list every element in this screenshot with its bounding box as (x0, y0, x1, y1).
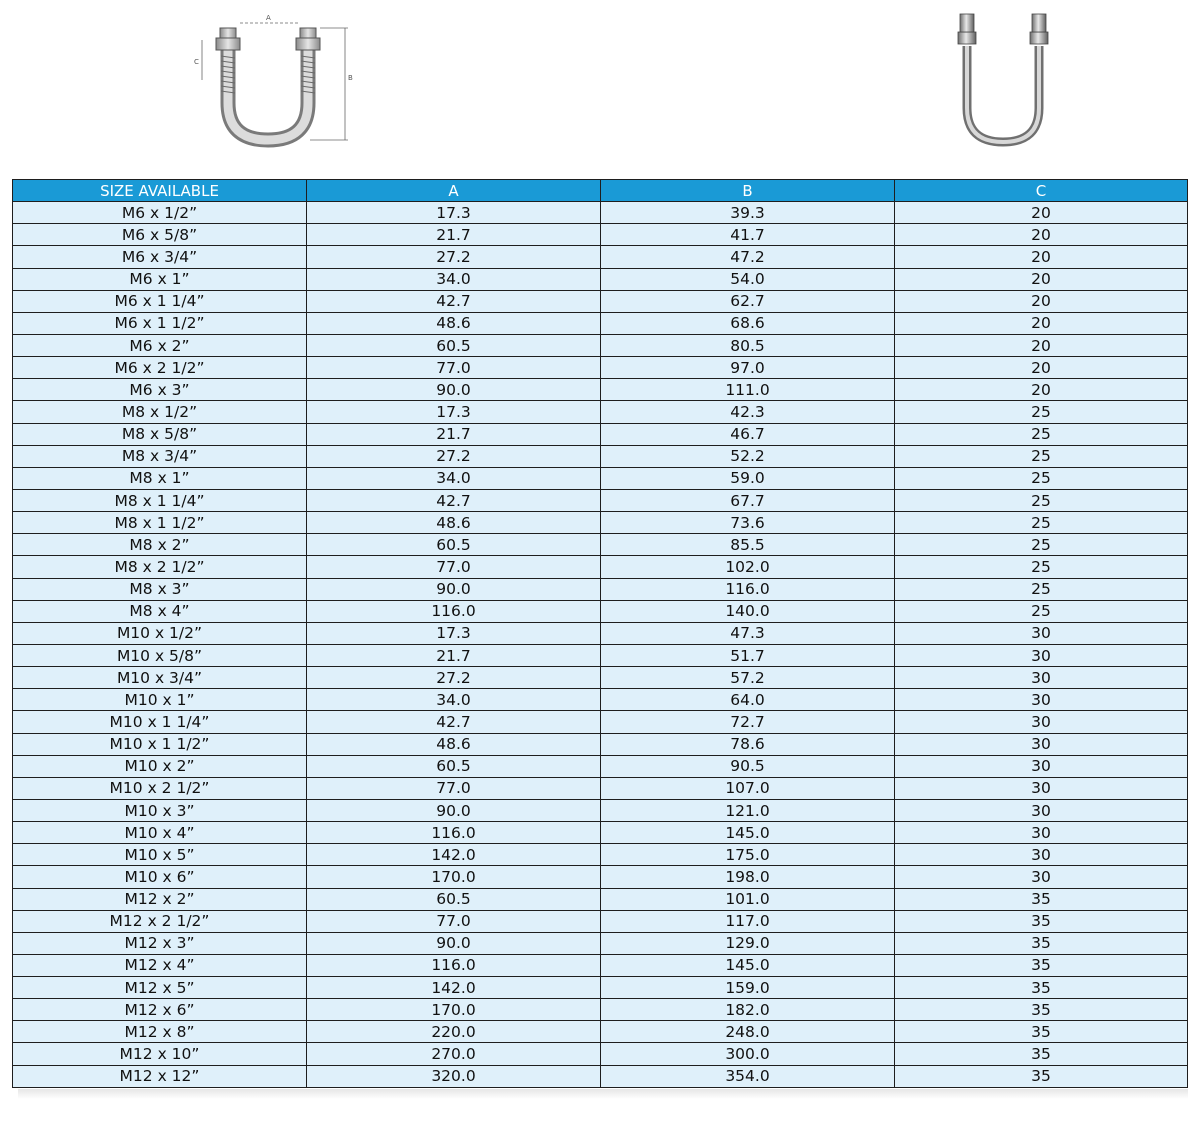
cell-size: M12 x 5” (13, 977, 307, 999)
cell-b: 39.3 (601, 202, 895, 224)
cell-b: 121.0 (601, 799, 895, 821)
cell-b: 145.0 (601, 822, 895, 844)
cell-b: 52.2 (601, 445, 895, 467)
cell-c: 20 (895, 379, 1188, 401)
cell-a: 77.0 (307, 910, 601, 932)
cell-a: 60.5 (307, 534, 601, 556)
cell-c: 20 (895, 357, 1188, 379)
cell-a: 270.0 (307, 1043, 601, 1065)
cell-b: 107.0 (601, 777, 895, 799)
cell-c: 30 (895, 711, 1188, 733)
cell-a: 42.7 (307, 290, 601, 312)
cell-b: 140.0 (601, 600, 895, 622)
table-row (13, 799, 1188, 821)
table-row (13, 1043, 1188, 1065)
cell-size: M8 x 1” (13, 467, 307, 489)
table-row (13, 312, 1188, 334)
cell-c: 25 (895, 401, 1188, 423)
cell-size: M10 x 2 1/2” (13, 777, 307, 799)
cell-a: 42.7 (307, 711, 601, 733)
cell-a: 27.2 (307, 445, 601, 467)
cell-b: 90.5 (601, 755, 895, 777)
cell-size: M12 x 10” (13, 1043, 307, 1065)
cell-size: M8 x 3/4” (13, 445, 307, 467)
cell-b: 97.0 (601, 357, 895, 379)
cell-a: 21.7 (307, 644, 601, 666)
table-row (13, 999, 1188, 1021)
cell-size: M12 x 6” (13, 999, 307, 1021)
table-row (13, 711, 1188, 733)
cell-c: 35 (895, 1021, 1188, 1043)
cell-c: 25 (895, 556, 1188, 578)
cell-size: M8 x 3” (13, 578, 307, 600)
cell-size: M10 x 5/8” (13, 644, 307, 666)
table-row (13, 755, 1188, 777)
table-row (13, 357, 1188, 379)
cell-b: 54.0 (601, 268, 895, 290)
cell-size: M8 x 2 1/2” (13, 556, 307, 578)
cell-b: 47.2 (601, 246, 895, 268)
header-c: C (895, 180, 1188, 202)
dimension-label-c: C (194, 58, 199, 66)
cell-a: 142.0 (307, 844, 601, 866)
table-header-row (13, 180, 1188, 202)
cell-size: M6 x 2” (13, 334, 307, 356)
cell-a: 90.0 (307, 578, 601, 600)
cell-c: 30 (895, 733, 1188, 755)
cell-a: 48.6 (307, 312, 601, 334)
table-row (13, 600, 1188, 622)
cell-a: 27.2 (307, 667, 601, 689)
cell-a: 142.0 (307, 977, 601, 999)
cell-size: M6 x 1” (13, 268, 307, 290)
cell-b: 46.7 (601, 423, 895, 445)
cell-b: 64.0 (601, 689, 895, 711)
cell-c: 20 (895, 268, 1188, 290)
cell-size: M12 x 3” (13, 932, 307, 954)
cell-a: 220.0 (307, 1021, 601, 1043)
cell-a: 90.0 (307, 932, 601, 954)
cell-c: 35 (895, 932, 1188, 954)
table-row (13, 379, 1188, 401)
cell-c: 25 (895, 600, 1188, 622)
cell-a: 90.0 (307, 799, 601, 821)
cell-b: 62.7 (601, 290, 895, 312)
table-row (13, 290, 1188, 312)
cell-a: 116.0 (307, 600, 601, 622)
cell-a: 60.5 (307, 888, 601, 910)
cell-a: 17.3 (307, 401, 601, 423)
cell-a: 320.0 (307, 1065, 601, 1087)
cell-c: 20 (895, 290, 1188, 312)
table-row (13, 910, 1188, 932)
u-bolt-dimension-drawing (190, 8, 360, 156)
cell-a: 27.2 (307, 246, 601, 268)
header-a: A (307, 180, 601, 202)
cell-size: M6 x 1 1/4” (13, 290, 307, 312)
cell-a: 77.0 (307, 357, 601, 379)
cell-b: 198.0 (601, 866, 895, 888)
cell-b: 72.7 (601, 711, 895, 733)
cell-size: M12 x 12” (13, 1065, 307, 1087)
table-row (13, 401, 1188, 423)
cell-a: 48.6 (307, 733, 601, 755)
table-row (13, 667, 1188, 689)
cell-size: M6 x 2 1/2” (13, 357, 307, 379)
cell-b: 175.0 (601, 844, 895, 866)
table-row (13, 932, 1188, 954)
cell-c: 25 (895, 489, 1188, 511)
cell-a: 42.7 (307, 489, 601, 511)
cell-b: 85.5 (601, 534, 895, 556)
cell-c: 20 (895, 224, 1188, 246)
u-bolt-size-table (12, 179, 1188, 1088)
table-row (13, 445, 1188, 467)
table-row (13, 844, 1188, 866)
cell-size: M6 x 1/2” (13, 202, 307, 224)
table-body (13, 202, 1188, 1088)
cell-a: 60.5 (307, 334, 601, 356)
cell-b: 111.0 (601, 379, 895, 401)
table-row (13, 224, 1188, 246)
cell-b: 300.0 (601, 1043, 895, 1065)
cell-b: 42.3 (601, 401, 895, 423)
table-row (13, 644, 1188, 666)
cell-c: 35 (895, 954, 1188, 976)
cell-b: 248.0 (601, 1021, 895, 1043)
cell-c: 25 (895, 423, 1188, 445)
cell-a: 17.3 (307, 622, 601, 644)
cell-size: M6 x 5/8” (13, 224, 307, 246)
cell-b: 47.3 (601, 622, 895, 644)
u-bolt-photo (945, 8, 1065, 156)
cell-size: M10 x 3” (13, 799, 307, 821)
cell-b: 117.0 (601, 910, 895, 932)
cell-b: 159.0 (601, 977, 895, 999)
cell-size: M10 x 5” (13, 844, 307, 866)
table-row (13, 578, 1188, 600)
cell-c: 35 (895, 888, 1188, 910)
cell-c: 25 (895, 445, 1188, 467)
cell-a: 90.0 (307, 379, 601, 401)
cell-c: 25 (895, 578, 1188, 600)
table-row (13, 866, 1188, 888)
cell-size: M8 x 1/2” (13, 401, 307, 423)
cell-size: M10 x 1 1/4” (13, 711, 307, 733)
cell-b: 354.0 (601, 1065, 895, 1087)
cell-a: 17.3 (307, 202, 601, 224)
cell-size: M12 x 8” (13, 1021, 307, 1043)
table-row (13, 733, 1188, 755)
table-row (13, 888, 1188, 910)
table-row (13, 534, 1188, 556)
cell-b: 57.2 (601, 667, 895, 689)
cell-b: 73.6 (601, 512, 895, 534)
cell-c: 20 (895, 334, 1188, 356)
cell-b: 59.0 (601, 467, 895, 489)
cell-b: 68.6 (601, 312, 895, 334)
cell-b: 51.7 (601, 644, 895, 666)
cell-c: 30 (895, 644, 1188, 666)
cell-size: M10 x 1” (13, 689, 307, 711)
cell-a: 116.0 (307, 822, 601, 844)
cell-a: 21.7 (307, 224, 601, 246)
cell-c: 25 (895, 534, 1188, 556)
cell-size: M10 x 4” (13, 822, 307, 844)
cell-c: 30 (895, 822, 1188, 844)
cell-size: M12 x 4” (13, 954, 307, 976)
cell-c: 35 (895, 1043, 1188, 1065)
cell-size: M8 x 1 1/2” (13, 512, 307, 534)
table-row (13, 777, 1188, 799)
cell-c: 30 (895, 866, 1188, 888)
cell-c: 30 (895, 622, 1188, 644)
cell-size: M12 x 2” (13, 888, 307, 910)
cell-b: 116.0 (601, 578, 895, 600)
cell-b: 41.7 (601, 224, 895, 246)
cell-b: 102.0 (601, 556, 895, 578)
cell-c: 25 (895, 512, 1188, 534)
cell-c: 35 (895, 977, 1188, 999)
cell-c: 20 (895, 246, 1188, 268)
table-row (13, 977, 1188, 999)
cell-c: 30 (895, 667, 1188, 689)
table-row (13, 1065, 1188, 1087)
cell-b: 145.0 (601, 954, 895, 976)
table-row (13, 689, 1188, 711)
cell-a: 77.0 (307, 777, 601, 799)
cell-size: M10 x 6” (13, 866, 307, 888)
dimension-label-b: B (348, 74, 353, 82)
cell-size: M6 x 1 1/2” (13, 312, 307, 334)
cell-b: 101.0 (601, 888, 895, 910)
cell-a: 34.0 (307, 268, 601, 290)
cell-c: 35 (895, 999, 1188, 1021)
cell-a: 170.0 (307, 999, 601, 1021)
cell-size: M10 x 1/2” (13, 622, 307, 644)
cell-a: 170.0 (307, 866, 601, 888)
cell-a: 34.0 (307, 467, 601, 489)
header-size: SIZE AVAILABLE (13, 180, 307, 202)
table-row (13, 1021, 1188, 1043)
cell-c: 30 (895, 777, 1188, 799)
cell-size: M6 x 3” (13, 379, 307, 401)
table-row (13, 246, 1188, 268)
cell-c: 20 (895, 202, 1188, 224)
cell-b: 80.5 (601, 334, 895, 356)
cell-c: 30 (895, 799, 1188, 821)
table-row (13, 423, 1188, 445)
cell-c: 30 (895, 755, 1188, 777)
table-row (13, 202, 1188, 224)
cell-size: M10 x 1 1/2” (13, 733, 307, 755)
cell-size: M8 x 5/8” (13, 423, 307, 445)
cell-b: 129.0 (601, 932, 895, 954)
cell-b: 182.0 (601, 999, 895, 1021)
cell-a: 77.0 (307, 556, 601, 578)
cell-a: 34.0 (307, 689, 601, 711)
cell-a: 21.7 (307, 423, 601, 445)
cell-c: 30 (895, 844, 1188, 866)
table-row (13, 467, 1188, 489)
table-row (13, 822, 1188, 844)
dimension-label-a: A (266, 14, 271, 22)
cell-a: 60.5 (307, 755, 601, 777)
cell-size: M10 x 3/4” (13, 667, 307, 689)
table-row (13, 334, 1188, 356)
header-b: B (601, 180, 895, 202)
cell-c: 35 (895, 1065, 1188, 1087)
table-row (13, 622, 1188, 644)
cell-size: M8 x 1 1/4” (13, 489, 307, 511)
cell-size: M6 x 3/4” (13, 246, 307, 268)
cell-c: 20 (895, 312, 1188, 334)
cell-a: 116.0 (307, 954, 601, 976)
cell-size: M8 x 2” (13, 534, 307, 556)
cell-c: 30 (895, 689, 1188, 711)
table-row (13, 954, 1188, 976)
cell-a: 48.6 (307, 512, 601, 534)
cell-b: 78.6 (601, 733, 895, 755)
table-row (13, 268, 1188, 290)
table-row (13, 489, 1188, 511)
cell-size: M10 x 2” (13, 755, 307, 777)
table-row (13, 556, 1188, 578)
cell-c: 25 (895, 467, 1188, 489)
table-row (13, 512, 1188, 534)
cell-c: 35 (895, 910, 1188, 932)
table-shadow (18, 1089, 1188, 1099)
cell-size: M8 x 4” (13, 600, 307, 622)
cell-size: M12 x 2 1/2” (13, 910, 307, 932)
cell-b: 67.7 (601, 489, 895, 511)
